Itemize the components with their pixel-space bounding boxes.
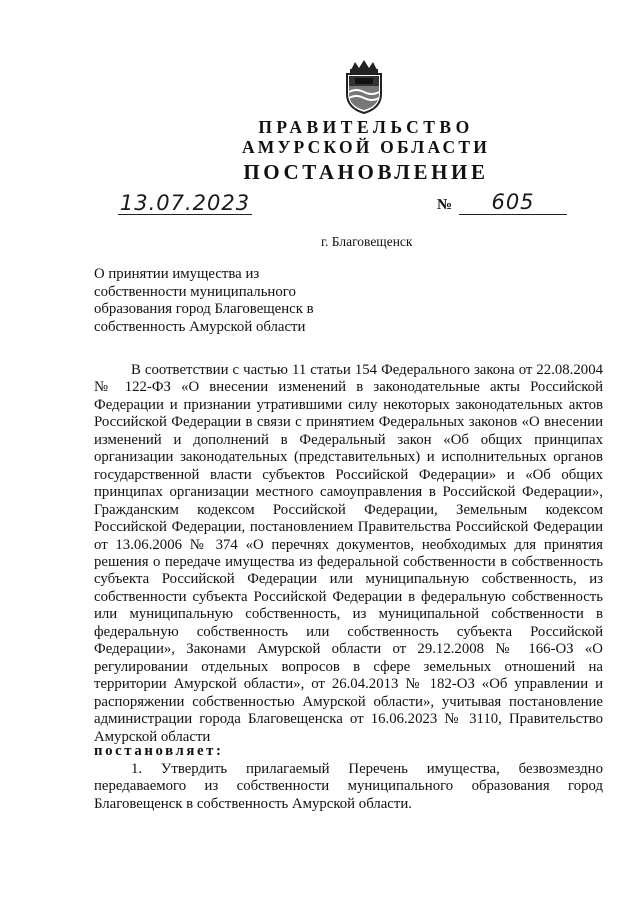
org-name-line1: ПРАВИТЕЛЬСТВО [258, 117, 474, 137]
org-name-line2: АМУРСКОЙ ОБЛАСТИ [241, 137, 491, 157]
resolve-word: постановляет: [94, 743, 224, 759]
city-label: г. Благовещенск [321, 234, 413, 249]
list-item: 1. Утвердить прилагаемый Перечень имущества, безвозмездно передаваемого из собственности муниципального образования город Благовещенск в собственность Амурской области. [94, 761, 603, 812]
document-type: ПОСТАНОВЛЕНИЕ [243, 160, 489, 184]
coat-of-arms-icon [341, 58, 387, 114]
document-number: 605 [459, 190, 567, 215]
document-date: 13.07.2023 [119, 191, 251, 215]
document-subject: О принятии имущества из собственности муниципального образования город Благовещенск в собственность Амурской области [94, 266, 314, 335]
number-sign: № [437, 197, 453, 213]
preamble-paragraph: В соответствии с частью 11 статьи 154 Федерального закона от 22.08.2004 № 122-ФЗ «О внесении изменений в законодательные акты Российской Федерации и признании утратившими силу некоторых законодательных актов Российской Федерации в связи с принятием Федеральных законов «О внесении изменений и дополнений в Федеральный закон «Об общих принципах организации законодательных (представительных) и исполнительных органов государственной власти субъектов Российской Федерации» и «Об общих принципах организации местного самоуправления в Российской Федерации», Гражданским кодексом Российской Федерации, Земельным кодексом Российской Федерации, постановлением Правительства Российской Федерации от 13.06.2006 № 374 «О перечнях документов, необходимых для принятия решения о передаче имущества из федеральной собственности в собственность субъекта Российской Федерации или муниципальную собственность, из собственности субъекта Российской Федерации в федеральную собственность или муниципальную собственность, из муниципальной собственности в федеральную собственность или собственность субъекта Российской Федерации», Законами Амурской области от 29.12.2008 № 166-ОЗ «О регулировании отдельных вопросов в сфере земельных отношений на территории Амурской области», от 26.04.2013 № 182-ОЗ «Об управлении и распоряжении собственностью Амурской области», учитывая постановление администрации города Благовещенска от 16.06.2023 № 3110, Правительство Амурской области [94, 362, 603, 745]
